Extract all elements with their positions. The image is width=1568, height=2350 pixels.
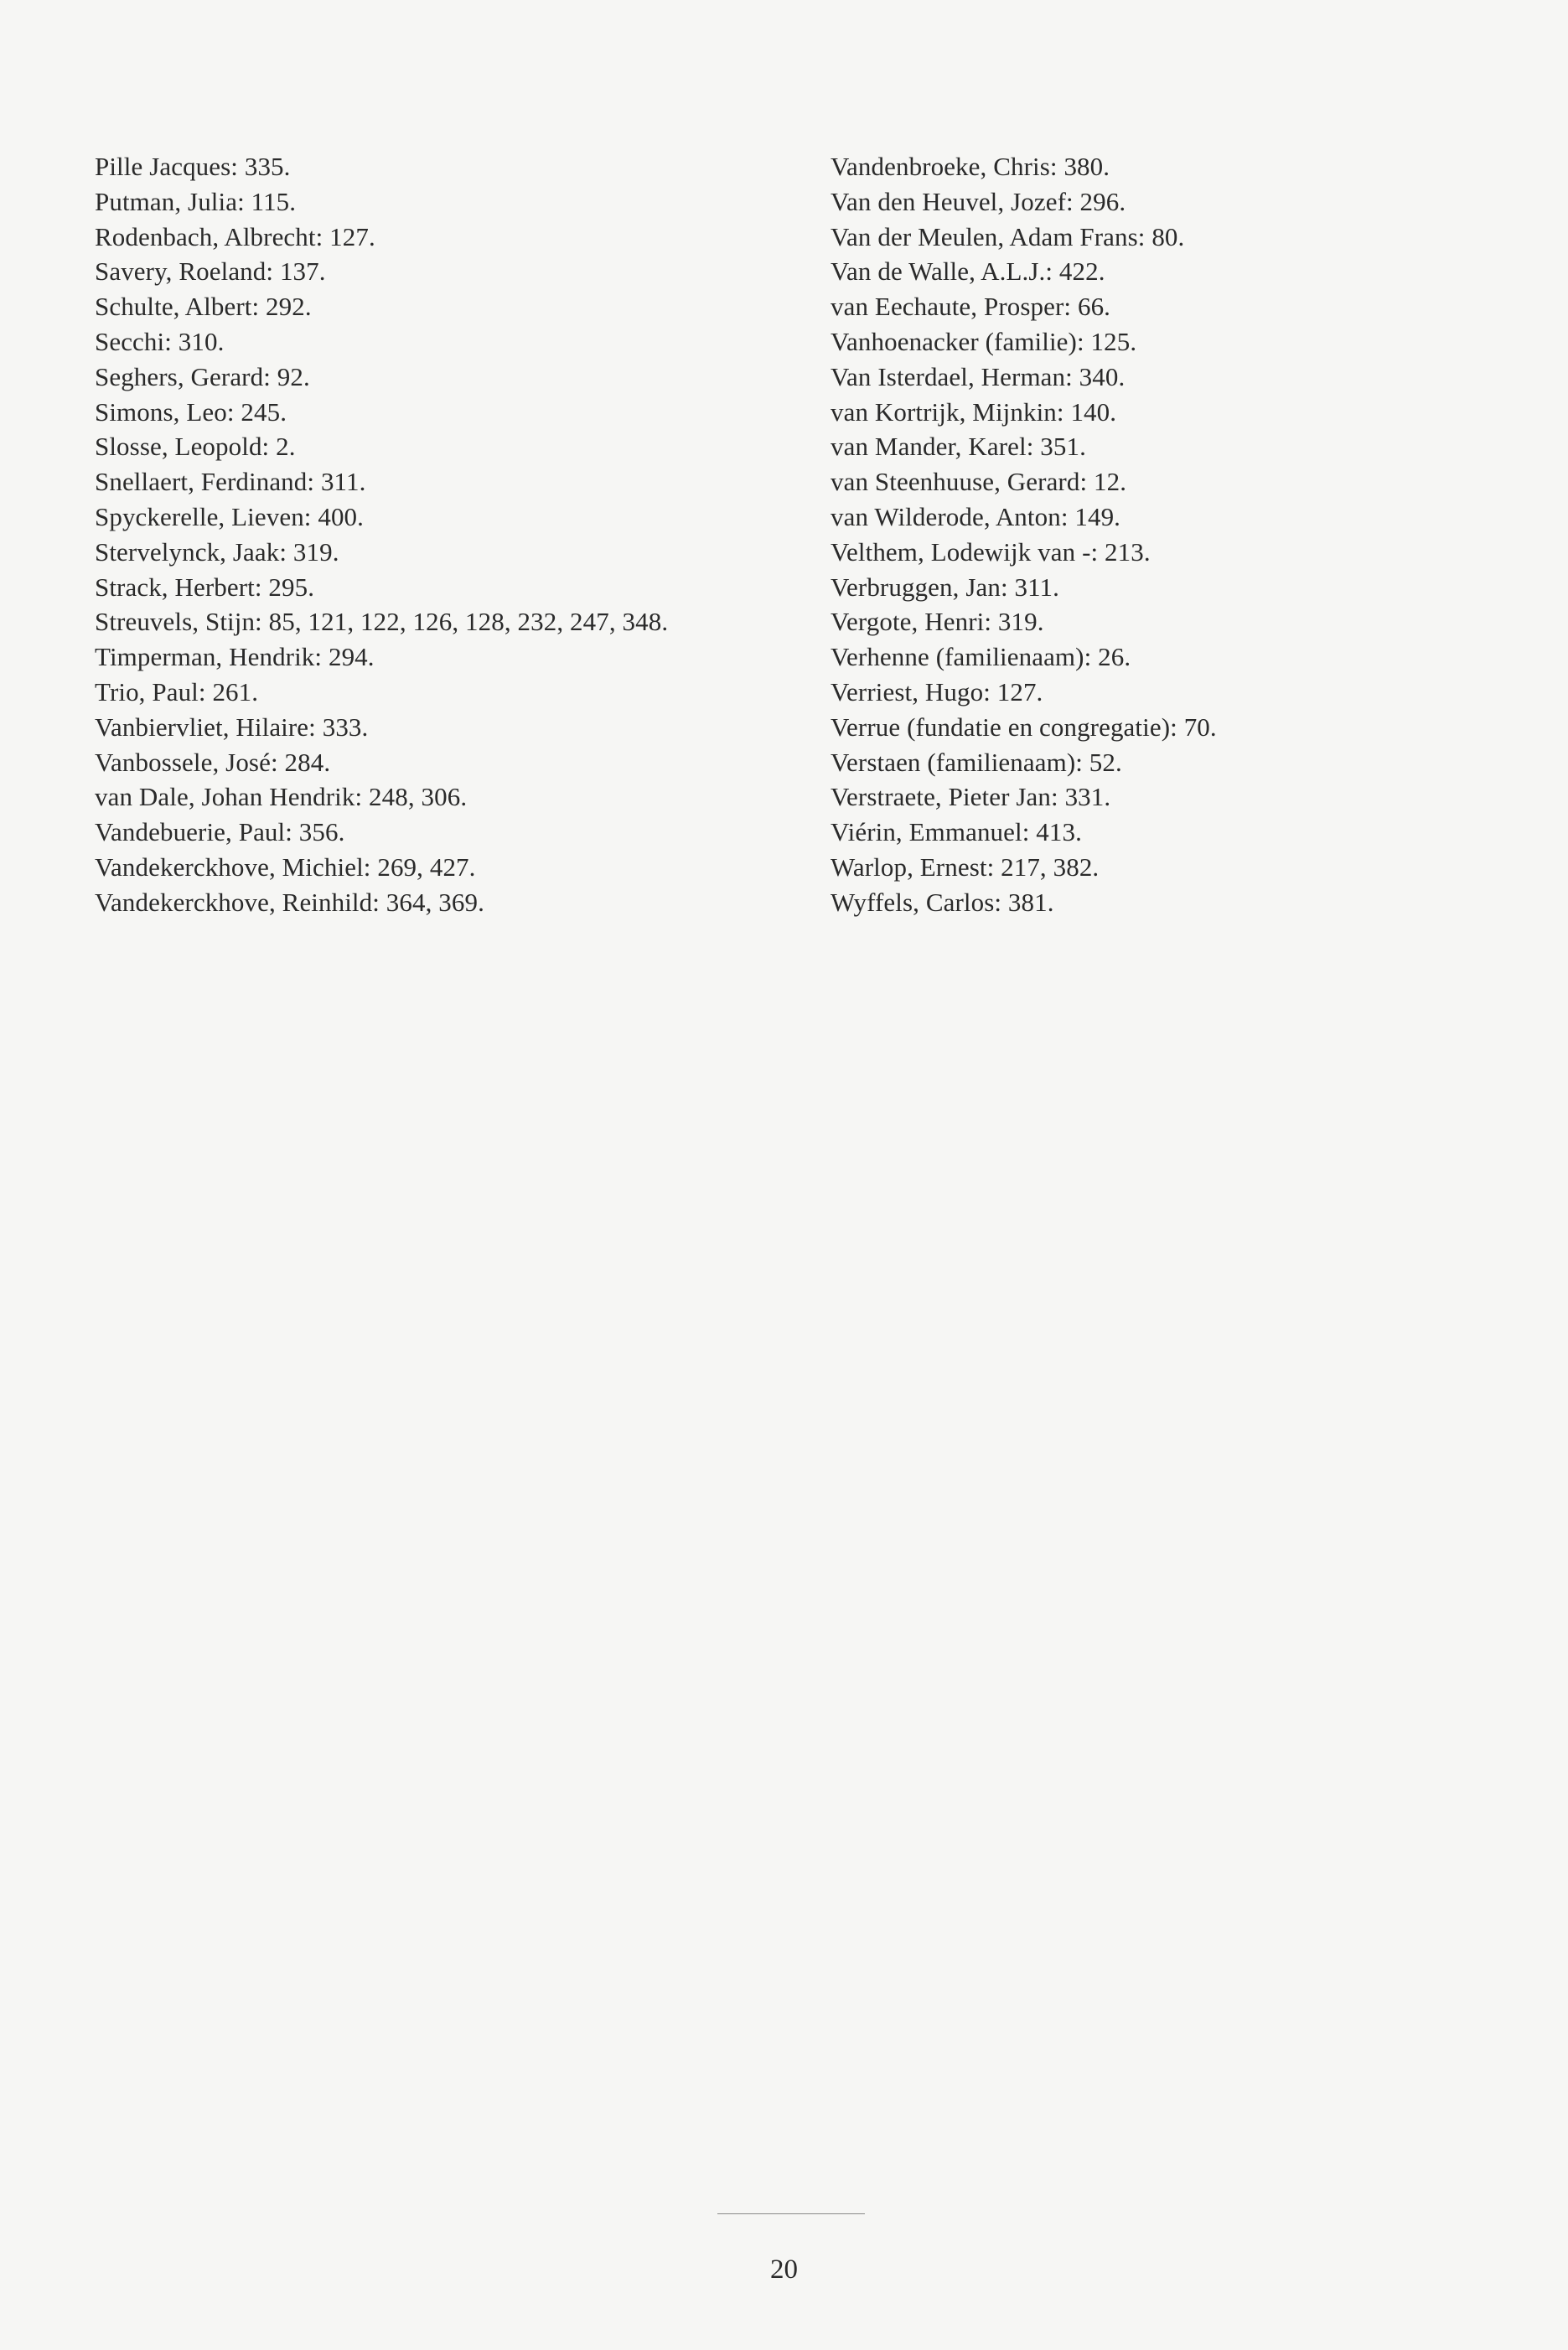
index-entry: Vanbiervliet, Hilaire: 333.	[95, 712, 369, 742]
index-entry: Vandenbroeke, Chris: 380.	[831, 152, 1110, 181]
index-entry: Van Isterdael, Herman: 340.	[831, 361, 1126, 391]
index-entry: Schulte, Albert: 292.	[95, 292, 312, 322]
index-entry: Van der Meulen, Adam Frans: 80.	[831, 221, 1185, 251]
index-entry: Van de Walle, A.L.J.: 422.	[831, 256, 1105, 287]
index-entry: van Wilderode, Anton: 149.	[831, 501, 1121, 531]
index-entry: Verhenne (familienaam): 26.	[831, 642, 1131, 672]
index-column-left	[95, 149, 782, 920]
index-entry: van Dale, Johan Hendrik: 248, 306.	[95, 782, 468, 812]
index-entry: van Steenhuuse, Gerard: 12.	[831, 467, 1127, 497]
index-entry: Vandekerckhove, Reinhild: 364, 369.	[95, 887, 484, 917]
index-entry: van Eechaute, Prosper: 66.	[831, 292, 1111, 322]
index-entry: Verstaen (familienaam): 52.	[831, 747, 1122, 777]
index-entry: Seghers, Gerard: 92.	[95, 361, 310, 391]
index-entry: Wyffels, Carlos: 381.	[831, 887, 1054, 917]
index-entry: Van den Heuvel, Jozef: 296.	[831, 186, 1126, 216]
index-entry: Viérin, Emmanuel: 413.	[831, 817, 1082, 847]
index-column-right	[831, 149, 1518, 920]
index-entry: Snellaert, Ferdinand: 311.	[95, 467, 366, 497]
index-entry: Slosse, Leopold: 2.	[95, 432, 296, 462]
footer-divider	[717, 2213, 865, 2214]
index-entry: Streuvels, Stijn: 85, 121, 122, 126, 128, 232, 247, 348.	[95, 607, 669, 637]
index-entry: Spyckerelle, Lieven: 400.	[95, 501, 365, 531]
page-number: 20	[770, 2254, 798, 2285]
index-entry: Vergote, Henri: 319.	[831, 607, 1044, 637]
index-entry: van Mander, Karel: 351.	[831, 432, 1086, 462]
index-entry: Verriest, Hugo: 127.	[831, 676, 1043, 707]
index-entry: Rodenbach, Albrecht: 127.	[95, 221, 375, 251]
index-entry: Vanbossele, José: 284.	[95, 747, 331, 777]
index-entry: Trio, Paul: 261.	[95, 676, 259, 707]
index-entry: Verstraete, Pieter Jan: 331.	[831, 782, 1111, 812]
index-entry: Stervelynck, Jaak: 319.	[95, 536, 339, 567]
index-entry: Verbruggen, Jan: 311.	[831, 572, 1060, 602]
index-entry: Pille Jacques: 335.	[95, 152, 291, 181]
index-entry: Verrue (fundatie en congregatie): 70.	[831, 712, 1217, 742]
index-entry: Secchi: 310.	[95, 326, 225, 356]
index-entry: Vanhoenacker (familie): 125.	[831, 326, 1137, 356]
index-entry: Simons, Leo: 245.	[95, 396, 287, 427]
index-entry: Savery, Roeland: 137.	[95, 256, 326, 287]
index-entry: van Kortrijk, Mijnkin: 140.	[831, 396, 1117, 427]
index-entry: Vandebuerie, Paul: 356.	[95, 817, 345, 847]
index-entry: Strack, Herbert: 295.	[95, 572, 315, 602]
index-entry: Velthem, Lodewijk van -: 213.	[831, 536, 1151, 567]
index-entry: Putman, Julia: 115.	[95, 186, 297, 216]
index-entry: Warlop, Ernest: 217, 382.	[831, 851, 1100, 882]
index-entry: Timperman, Hendrik: 294.	[95, 642, 375, 672]
index-entry: Vandekerckhove, Michiel: 269, 427.	[95, 851, 476, 882]
